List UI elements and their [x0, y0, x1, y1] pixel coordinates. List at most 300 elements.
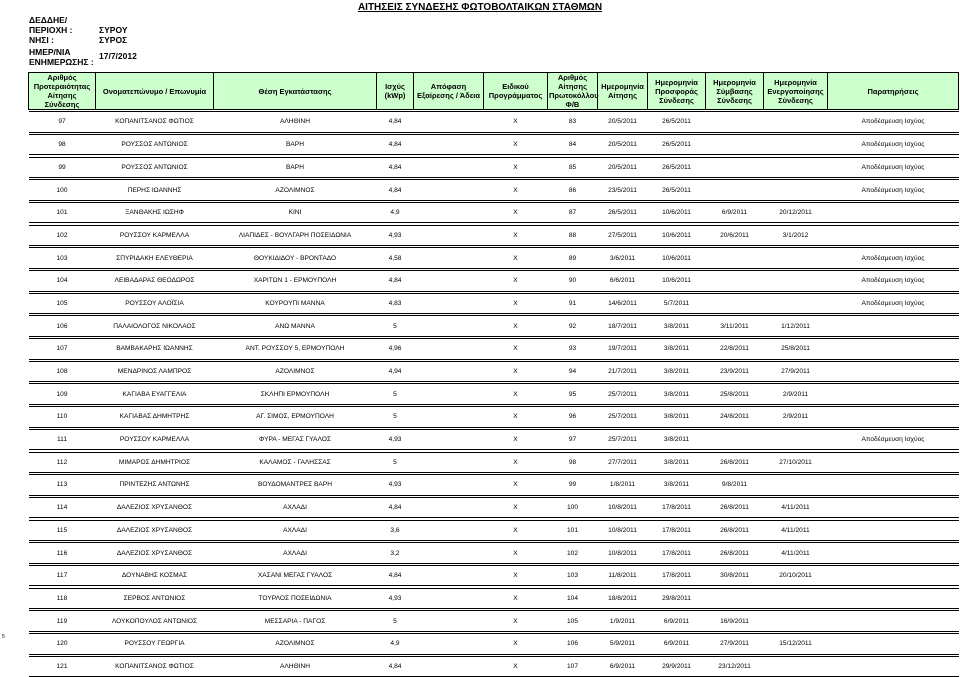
table-cell: 27/7/2011	[598, 452, 648, 473]
table-cell: Χ	[484, 429, 548, 450]
table-cell: 15/12/2011	[764, 634, 828, 655]
table-cell: 101	[548, 520, 598, 541]
column-header: Αριθμός Αίτησης Πρωτοκόλλου Φ/Β	[549, 73, 599, 109]
table-cell: ΑΖΟΛΙΜΝΟΣ	[214, 361, 377, 382]
table-cell: 109	[29, 384, 96, 405]
table-cell: 6/9/2011	[648, 634, 706, 655]
update-date-value: 17/7/2012	[99, 51, 137, 61]
table-cell: 99	[29, 157, 96, 178]
table-cell: 29/9/2011	[648, 656, 706, 677]
table-row	[29, 634, 959, 655]
table-cell: 17/8/2011	[648, 497, 706, 518]
table-cell: 10/8/2011	[598, 543, 648, 564]
table-cell	[828, 452, 959, 473]
table-cell: 100	[548, 497, 598, 518]
table-cell: 22/8/2011	[706, 339, 764, 360]
table-cell: Χ	[484, 157, 548, 178]
table-cell: 26/8/2011	[706, 497, 764, 518]
table-cell: ΚΙΝΙ	[214, 202, 377, 223]
table-cell: 3/8/2011	[648, 384, 706, 405]
table-cell	[414, 429, 484, 450]
table-cell: 3/1/2012	[764, 225, 828, 246]
table-row	[29, 361, 959, 382]
table-cell	[706, 157, 764, 178]
table-cell: ΚΑΛΑΜΟΣ - ΓΑΛΗΣΣΑΣ	[214, 452, 377, 473]
table-row	[29, 407, 959, 428]
table-cell: 17/8/2011	[648, 520, 706, 541]
table-cell: Χ	[484, 520, 548, 541]
table-cell: 115	[29, 520, 96, 541]
region-label: ΠΕΡΙΟΧΗ :	[29, 25, 73, 35]
table-cell: ΧΑΡΙΤΩΝ 1 - ΕΡΜΟΥΠΟΛΗ	[214, 271, 377, 292]
table-cell: 10/6/2011	[648, 271, 706, 292]
table-cell: 17/8/2011	[648, 543, 706, 564]
table-cell: 3/8/2011	[648, 316, 706, 337]
column-header: Ημερομηνία Σύμβασης Σύνδεσης	[706, 73, 764, 110]
table-cell: 26/8/2011	[706, 543, 764, 564]
table-cell: 10/6/2011	[648, 225, 706, 246]
table-cell: 4,93	[377, 588, 414, 609]
table-cell: ΡΟΥΣΣΟΥ ΑΛΟΪΣΙΑ	[96, 293, 214, 314]
table-cell: 4/11/2011	[764, 543, 828, 564]
table-cell	[764, 293, 828, 314]
table-cell: ΑΝΤ. ΡΟΥΣΣΟΥ 5, ΕΡΜΟΥΠΟΛΗ	[214, 339, 377, 360]
table-cell: 107	[548, 656, 598, 677]
table-cell: 3/11/2011	[706, 316, 764, 337]
table-cell: ΡΟΥΣΣΟΣ ΑΝΤΩΝΙΟΣ	[96, 134, 214, 155]
table-cell	[828, 316, 959, 337]
table-cell	[414, 634, 484, 655]
table-cell	[828, 634, 959, 655]
table-cell: ΡΟΥΣΣΟΥ ΚΑΡΜΕΛΛΑ	[96, 429, 214, 450]
table-cell: 4,83	[377, 293, 414, 314]
table-cell: 1/8/2011	[598, 475, 648, 496]
table-cell: 106	[548, 634, 598, 655]
table-cell	[414, 157, 484, 178]
table-cell: 4,96	[377, 339, 414, 360]
table-cell: 20/5/2011	[598, 157, 648, 178]
table-row	[29, 134, 959, 155]
table-cell: 120	[29, 634, 96, 655]
table-cell	[414, 543, 484, 564]
table-cell: 25/8/2011	[706, 384, 764, 405]
table-cell: 20/5/2011	[598, 112, 648, 133]
table-cell: 95	[548, 384, 598, 405]
table-cell	[828, 497, 959, 518]
table-cell: Χ	[484, 112, 548, 133]
table-cell: 4/11/2011	[764, 497, 828, 518]
table-cell	[828, 565, 959, 586]
table-cell: ΧΑΣΑΝΙ ΜΕΓΑΣ ΓΥΑΛΟΣ	[214, 565, 377, 586]
table-cell: 27/9/2011	[764, 361, 828, 382]
table-cell: 4,93	[377, 429, 414, 450]
table-cell: 102	[548, 543, 598, 564]
table-cell: ΒΑΡΗ	[214, 134, 377, 155]
table-cell	[414, 475, 484, 496]
column-header: Ειδικού Προγράμματος	[484, 73, 548, 110]
table-cell	[706, 429, 764, 450]
update-date-label: ΗΜΕΡ/ΝΙΑ	[29, 47, 71, 57]
table-cell: 27/9/2011	[706, 634, 764, 655]
table-cell: 17/8/2011	[648, 565, 706, 586]
table-cell: 4/11/2011	[764, 520, 828, 541]
table-cell: 4,9	[377, 634, 414, 655]
table-cell: 5	[377, 452, 414, 473]
table-cell	[414, 180, 484, 201]
table-cell	[828, 611, 959, 632]
table-cell	[828, 202, 959, 223]
table-cell: 3/8/2011	[648, 452, 706, 473]
table-body	[29, 110, 959, 677]
table-cell: 21/7/2011	[598, 361, 648, 382]
table-cell: 108	[29, 361, 96, 382]
table-cell: Χ	[484, 565, 548, 586]
island-label: ΝΗΣΙ :	[29, 35, 54, 45]
table-cell: 23/5/2011	[598, 180, 648, 201]
table-cell: ΑΓ. ΣΙΜΟΣ, ΕΡΜΟΥΠΟΛΗ	[214, 407, 377, 428]
table-cell: ΣΚΛΗΠΙ ΕΡΜΟΥΠΟΛΗ	[214, 384, 377, 405]
table-cell: Χ	[484, 634, 548, 655]
table-cell: 16/9/2011	[706, 611, 764, 632]
table-cell	[414, 225, 484, 246]
table-cell	[414, 611, 484, 632]
table-cell: ΑΧΛΑΔΙ	[214, 497, 377, 518]
table-cell: 84	[548, 134, 598, 155]
table-cell	[414, 452, 484, 473]
table-cell	[414, 316, 484, 337]
table-cell: ΜΙΜΑΡΟΣ ΔΗΜΗΤΡΙΟΣ	[96, 452, 214, 473]
table-cell: ΤΟΥΡΛΟΣ ΠΟΣΕΙΔΩΝΙΑ	[214, 588, 377, 609]
table-row	[29, 112, 959, 133]
table-cell: 18/7/2011	[598, 316, 648, 337]
table-cell: 4,84	[377, 565, 414, 586]
table-row	[29, 543, 959, 564]
table-cell: 104	[29, 271, 96, 292]
table-row	[29, 497, 959, 518]
table-cell: 1/9/2011	[598, 611, 648, 632]
table-cell: 23/12/2011	[706, 656, 764, 677]
update-date-label-2: ΕΝΗΜΕΡΩΣΗΣ :	[29, 57, 94, 67]
table-cell: 117	[29, 565, 96, 586]
table-cell: ΔΑΛΕΖΙΟΣ ΧΡΥΣΑΝΘΟΣ	[96, 520, 214, 541]
table-cell: 27/10/2011	[764, 452, 828, 473]
table-cell	[764, 180, 828, 201]
table-cell: ΒΟΥΔΟΜΑΝΤΡΕΣ ΒΑΡΗ	[214, 475, 377, 496]
table-cell	[764, 112, 828, 133]
table-cell	[414, 293, 484, 314]
table-cell: 20/10/2011	[764, 565, 828, 586]
table-cell	[414, 384, 484, 405]
table-cell: 104	[548, 588, 598, 609]
table-cell: 103	[29, 248, 96, 269]
table-cell: ΣΠΥΡΙΔΑΚΗ ΕΛΕΥΘΕΡΙΑ	[96, 248, 214, 269]
table-cell: 5/9/2011	[598, 634, 648, 655]
table-cell: 3/8/2011	[648, 339, 706, 360]
table-cell	[828, 407, 959, 428]
table-cell: 4,93	[377, 225, 414, 246]
table-cell: ΑΖΟΛΙΜΝΟΣ	[214, 634, 377, 655]
column-header: Ισχύς (kWp)	[377, 73, 414, 110]
applications-table	[28, 72, 959, 677]
table-cell: 99	[548, 475, 598, 496]
table-cell: 98	[548, 452, 598, 473]
column-header: Ημερομηνία Αίτησης	[598, 73, 648, 110]
table-cell: Χ	[484, 339, 548, 360]
table-cell	[706, 248, 764, 269]
table-cell: 25/7/2011	[598, 407, 648, 428]
table-cell: 116	[29, 543, 96, 564]
table-row	[29, 339, 959, 360]
table-cell: 10/8/2011	[598, 520, 648, 541]
table-cell: 26/5/2011	[648, 180, 706, 201]
table-cell: 26/5/2011	[598, 202, 648, 223]
table-cell: ΑΛΗΘΙΝΗ	[214, 112, 377, 133]
table-cell: 3/8/2011	[648, 407, 706, 428]
table-cell: ΑΝΩ ΜΑΝΝΑ	[214, 316, 377, 337]
table-cell: 94	[548, 361, 598, 382]
table-cell: 19/7/2011	[598, 339, 648, 360]
table-cell: Αποδέσμευση Ισχύος	[828, 271, 959, 292]
table-cell: 87	[548, 202, 598, 223]
table-cell: Αποδέσμευση Ισχύος	[828, 429, 959, 450]
table-cell: 3/8/2011	[648, 475, 706, 496]
table-cell: 113	[29, 475, 96, 496]
table-cell: 102	[29, 225, 96, 246]
table-cell: 88	[548, 225, 598, 246]
table-cell: ΚΟΠΑΝΙΤΣΑΝΟΣ ΦΩΤΙΟΣ	[96, 656, 214, 677]
table-cell: ΑΧΛΑΔΙ	[214, 543, 377, 564]
table-cell	[828, 588, 959, 609]
table-cell: 26/8/2011	[706, 452, 764, 473]
table-cell: 4,84	[377, 497, 414, 518]
table-cell: Χ	[484, 588, 548, 609]
table-row	[29, 565, 959, 586]
dept-label: ΔΕΔΔΗΕ/	[29, 15, 68, 25]
table-cell: 114	[29, 497, 96, 518]
table-cell	[828, 339, 959, 360]
table-row	[29, 180, 959, 201]
region-value: ΣΥΡΟΥ	[99, 25, 128, 35]
table-cell: 4,84	[377, 134, 414, 155]
column-header: Ονοματεπώνυμο / Επωνυμία	[96, 73, 214, 110]
table-cell: 6/9/2011	[648, 611, 706, 632]
table-cell: 3,6	[377, 520, 414, 541]
table-cell	[414, 112, 484, 133]
table-cell: Χ	[484, 656, 548, 677]
table-cell	[414, 497, 484, 518]
table-cell: 9/8/2011	[706, 475, 764, 496]
table-cell: 111	[29, 429, 96, 450]
table-cell: ΔΑΛΕΖΙΟΣ ΧΡΥΣΑΝΘΟΣ	[96, 543, 214, 564]
column-header: Απόφαση Εξαίρεσης / Άδεια	[414, 73, 484, 110]
table-cell	[828, 520, 959, 541]
table-cell: 26/5/2011	[648, 157, 706, 178]
table-cell: ΜΕΝΔΡΙΝΟΣ ΛΑΜΠΡΟΣ	[96, 361, 214, 382]
table-cell: 20/12/2011	[764, 202, 828, 223]
table-cell	[764, 656, 828, 677]
table-cell: 3/8/2011	[648, 429, 706, 450]
table-cell: 10/8/2011	[598, 497, 648, 518]
table-cell: Χ	[484, 134, 548, 155]
table-cell	[706, 271, 764, 292]
table-cell: 4,93	[377, 475, 414, 496]
table-cell: 29/8/2011	[648, 588, 706, 609]
table-header-row	[29, 73, 959, 110]
table-row	[29, 316, 959, 337]
column-header: Ημερομηνία Ενεργοποίησης Σύνδεσης	[764, 73, 828, 110]
table-cell: 105	[548, 611, 598, 632]
table-cell: 2/9/2011	[764, 384, 828, 405]
table-row	[29, 429, 959, 450]
table-cell: 107	[29, 339, 96, 360]
table-cell: 90	[548, 271, 598, 292]
table-row	[29, 384, 959, 405]
table-cell: Χ	[484, 384, 548, 405]
table-cell: 4,9	[377, 202, 414, 223]
table-cell	[828, 656, 959, 677]
table-cell	[414, 361, 484, 382]
table-cell: 106	[29, 316, 96, 337]
table-cell: 20/6/2011	[706, 225, 764, 246]
table-cell: ΒΑΜΒΑΚΑΡΗΣ ΙΩΑΝΝΗΣ	[96, 339, 214, 360]
table-cell: Χ	[484, 407, 548, 428]
table-cell: ΡΟΥΣΣΟΥ ΚΑΡΜΕΛΛΑ	[96, 225, 214, 246]
table-cell: 103	[548, 565, 598, 586]
table-row	[29, 475, 959, 496]
table-cell: Χ	[484, 180, 548, 201]
table-cell	[414, 134, 484, 155]
table-cell: ΞΑΝΘΑΚΗΣ ΙΩΣΗΦ	[96, 202, 214, 223]
table-cell: ΘΟΥΚΙΔΙΔΟΥ - ΒΡΟΝΤΑΔΟ	[214, 248, 377, 269]
table-cell: 5/7/2011	[648, 293, 706, 314]
table-cell	[414, 656, 484, 677]
table-cell: 4,84	[377, 180, 414, 201]
table-cell: ΑΖΟΛΙΜΝΟΣ	[214, 180, 377, 201]
table-cell: Χ	[484, 361, 548, 382]
island-value: ΣΥΡΟΣ	[99, 35, 128, 45]
table-cell: Χ	[484, 452, 548, 473]
table-cell: 105	[29, 293, 96, 314]
table-cell: 6/9/2011	[598, 656, 648, 677]
table-cell: 5	[377, 316, 414, 337]
table-row	[29, 225, 959, 246]
table-cell: Χ	[484, 316, 548, 337]
table-cell: 3/8/2011	[648, 361, 706, 382]
table-cell: 14/6/2011	[598, 293, 648, 314]
column-header: Αριθμός Προτεραιότητας Αίτησης Σύνδεσης	[29, 73, 96, 110]
table-cell: 27/5/2011	[598, 225, 648, 246]
table-cell: 100	[29, 180, 96, 201]
table-row	[29, 271, 959, 292]
table-cell: ΛΟΥΚΟΠΟΥΛΟΣ ΑΝΤΩΝΙΟΣ	[96, 611, 214, 632]
column-header: Θέση Εγκατάστασης	[214, 73, 377, 110]
table-cell: 3,2	[377, 543, 414, 564]
column-header: Ημερομηνία Προσφοράς Σύνδεσης	[648, 73, 706, 110]
table-cell	[764, 611, 828, 632]
table-cell: 11/8/2011	[598, 565, 648, 586]
table-cell: Αποδέσμευση Ισχύος	[828, 293, 959, 314]
table-cell: 6/9/2011	[706, 202, 764, 223]
table-cell: ΠΑΛΑΙΟΛΟΓΟΣ ΝΙΚΟΛΑΟΣ	[96, 316, 214, 337]
table-cell: 119	[29, 611, 96, 632]
table-cell	[414, 407, 484, 428]
table-cell: 5	[377, 384, 414, 405]
table-cell: 5	[377, 611, 414, 632]
table-cell: 92	[548, 316, 598, 337]
column-header: Παρατηρήσεις	[828, 73, 959, 110]
table-cell	[706, 588, 764, 609]
table-cell: 10/6/2011	[648, 202, 706, 223]
table-cell	[706, 293, 764, 314]
table-cell	[414, 202, 484, 223]
table-cell: 4,84	[377, 656, 414, 677]
table-cell: 3/6/2011	[598, 248, 648, 269]
table-cell	[828, 361, 959, 382]
table-cell	[414, 339, 484, 360]
table-cell: Χ	[484, 497, 548, 518]
table-cell: 25/8/2011	[764, 339, 828, 360]
table-cell: 93	[548, 339, 598, 360]
table-cell	[414, 588, 484, 609]
page-title: ΑΙΤΗΣΕΙΣ ΣΥΝΔΕΣΗΣ ΦΩΤΟΒΟΛΤΑΙΚΩΝ ΣΤΑΘΜΩΝ	[357, 2, 603, 13]
table-cell: ΚΑΓΙΑΒΑΣ ΔΗΜΗΤΡΗΣ	[96, 407, 214, 428]
table-cell: 26/5/2011	[648, 112, 706, 133]
table-row	[29, 293, 959, 314]
table-cell: Χ	[484, 248, 548, 269]
table-cell: 4,84	[377, 112, 414, 133]
table-cell: 98	[29, 134, 96, 155]
table-cell: 2/9/2011	[764, 407, 828, 428]
table-cell: 4,84	[377, 271, 414, 292]
table-cell: ΛΙΑΠΙΔΕΣ - ΒΟΥΛΓΑΡΗ ΠΟΣΕΙΔΩΝΙΑ	[214, 225, 377, 246]
table-cell	[414, 248, 484, 269]
table-cell	[414, 271, 484, 292]
table-cell	[706, 180, 764, 201]
table-cell: 101	[29, 202, 96, 223]
table-cell: 4,84	[377, 157, 414, 178]
table-cell: 23/9/2011	[706, 361, 764, 382]
table-cell: ΑΛΗΘΙΝΗ	[214, 656, 377, 677]
table-cell: 112	[29, 452, 96, 473]
table-cell: Αποδέσμευση Ισχύος	[828, 112, 959, 133]
table-cell: 118	[29, 588, 96, 609]
page-number: 5	[2, 634, 5, 640]
table-cell: ΔΑΛΕΖΙΟΣ ΧΡΥΣΑΝΘΟΣ	[96, 497, 214, 518]
table-cell	[764, 271, 828, 292]
table-cell: ΛΕΙΒΑΔΑΡΑΣ ΘΕΟΔΩΡΟΣ	[96, 271, 214, 292]
table-row	[29, 656, 959, 677]
table-row	[29, 611, 959, 632]
table-cell: Χ	[484, 225, 548, 246]
table-cell: Χ	[484, 543, 548, 564]
table-cell: Χ	[484, 475, 548, 496]
table-row	[29, 520, 959, 541]
table-cell: ΚΑΓΙΑΒΑ ΕΥΑΓΓΕΛΙΑ	[96, 384, 214, 405]
table-cell: 4,58	[377, 248, 414, 269]
table-cell: ΚΟΠΑΝΙΤΣΑΝΟΣ ΦΩΤΙΟΣ	[96, 112, 214, 133]
table-cell: 91	[548, 293, 598, 314]
table-cell: 1/12/2011	[764, 316, 828, 337]
table-cell	[828, 543, 959, 564]
table-cell: 89	[548, 248, 598, 269]
table-cell: ΒΑΡΗ	[214, 157, 377, 178]
table-cell: 30/8/2011	[706, 565, 764, 586]
table-cell	[764, 588, 828, 609]
table-cell: 96	[548, 407, 598, 428]
table-cell: Αποδέσμευση Ισχύος	[828, 157, 959, 178]
table-cell: ΦΥΡΑ - ΜΕΓΑΣ ΓΥΑΛΟΣ	[214, 429, 377, 450]
table-cell	[828, 475, 959, 496]
